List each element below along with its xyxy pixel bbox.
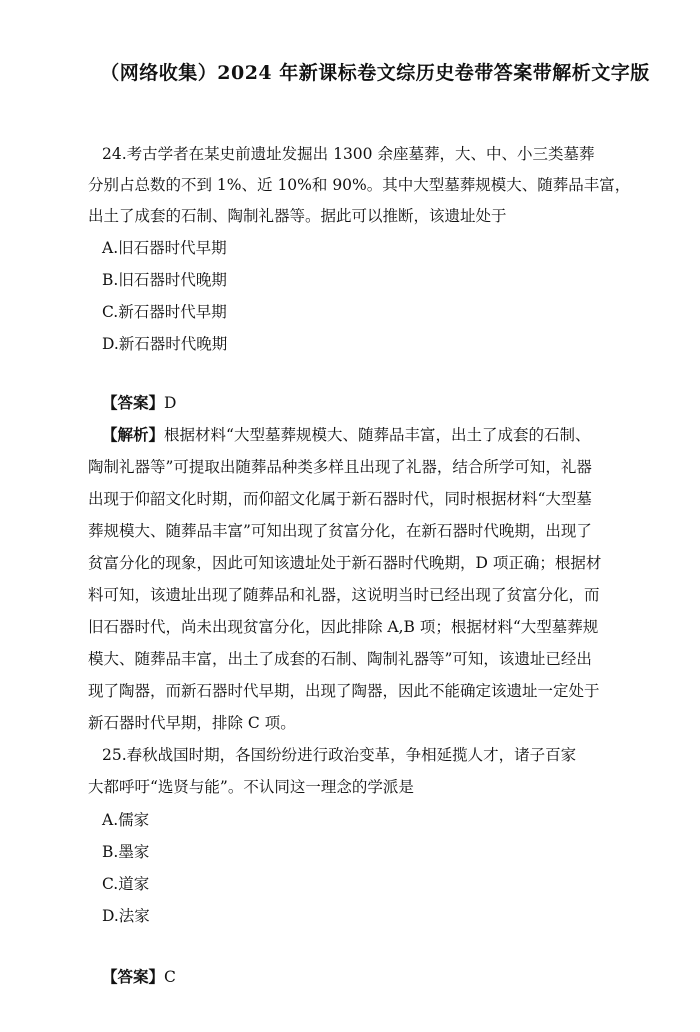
q24-stem-line-1: 24.考古学者在某史前遗址发掘出 1300 余座墓葬，大、中、小三类墓葬	[102, 145, 595, 163]
q24-analysis-line-4: 葬规模大、随葬品丰富”可知出现了贫富分化，在新石器时代晚期，出现了	[88, 522, 592, 540]
q24-analysis-line-6: 料可知，该遗址出现了随葬品和礼器，这说明当时已经出现了贫富分化，而	[88, 586, 600, 604]
q25-stem-line-1: 25.春秋战国时期，各国纷纷进行政治变革，争相延揽人才，诸子百家	[102, 746, 577, 764]
q24-option-d: D.新石器时代晚期	[102, 335, 228, 353]
q24-option-a: A.旧石器时代早期	[102, 239, 227, 257]
q25-answer-value: C	[164, 968, 176, 986]
q25-answer-label: 【答案】	[102, 967, 165, 986]
q25-option-b: B.墨家	[102, 843, 150, 861]
q25-stem-line-2: 大都呼吁“选贤与能”。不认同这一理念的学派是	[88, 778, 414, 796]
q25-option-d: D.法家	[102, 907, 150, 925]
q24-stem-line-2: 分别占总数的不到 1%、近 10%和 90%。其中大型墓葬规模大、随葬品丰富，	[88, 176, 631, 194]
q24-analysis-text-1: 根据材料“大型墓葬规模大、随葬品丰富，出土了成套的石制、	[164, 426, 591, 444]
q24-analysis-line-2: 陶制礼器等”可提取出随葬品种类多样且出现了礼器，结合所学可知，礼器	[88, 458, 592, 476]
q24-answer-value: D	[164, 394, 177, 412]
q24-analysis-line-5: 贫富分化的现象，因此可知该遗址处于新石器时代晚期，D 项正确；根据材	[88, 554, 602, 572]
q24-option-c: C.新石器时代早期	[102, 303, 227, 321]
q24-analysis-line-8: 模大、随葬品丰富，出土了成套的石制、陶制礼器等”可知，该遗址已经出	[88, 650, 592, 668]
q24-analysis-line-10: 新石器时代早期，排除 C 项。	[88, 714, 296, 732]
q24-analysis-line-9: 现了陶器，而新石器时代早期，出现了陶器，因此不能确定该遗址一定处于	[88, 682, 600, 700]
q24-option-b: B.旧石器时代晚期	[102, 271, 227, 289]
q24-analysis-line-1	[102, 424, 590, 446]
document-title: （网络收集）2024 年新课标卷文综历史卷带答案带解析文字版	[100, 62, 650, 84]
q24-answer-label: 【答案】	[102, 393, 165, 412]
q25-option-a: A.儒家	[102, 811, 150, 829]
q25-answer	[102, 966, 176, 988]
q24-analysis-label: 【解析】	[102, 425, 165, 444]
q24-answer	[102, 392, 176, 414]
q24-analysis-line-7: 旧石器时代，尚未出现贫富分化，因此排除 A,B 项；根据材料“大型墓葬规	[88, 618, 599, 636]
q24-stem-line-3: 出土了成套的石制、陶制礼器等。据此可以推断，该遗址处于	[88, 207, 507, 225]
q25-option-c: C.道家	[102, 875, 150, 893]
q24-analysis-line-3: 出现于仰韶文化时期，而仰韶文化属于新石器时代，同时根据材料“大型墓	[88, 490, 592, 508]
